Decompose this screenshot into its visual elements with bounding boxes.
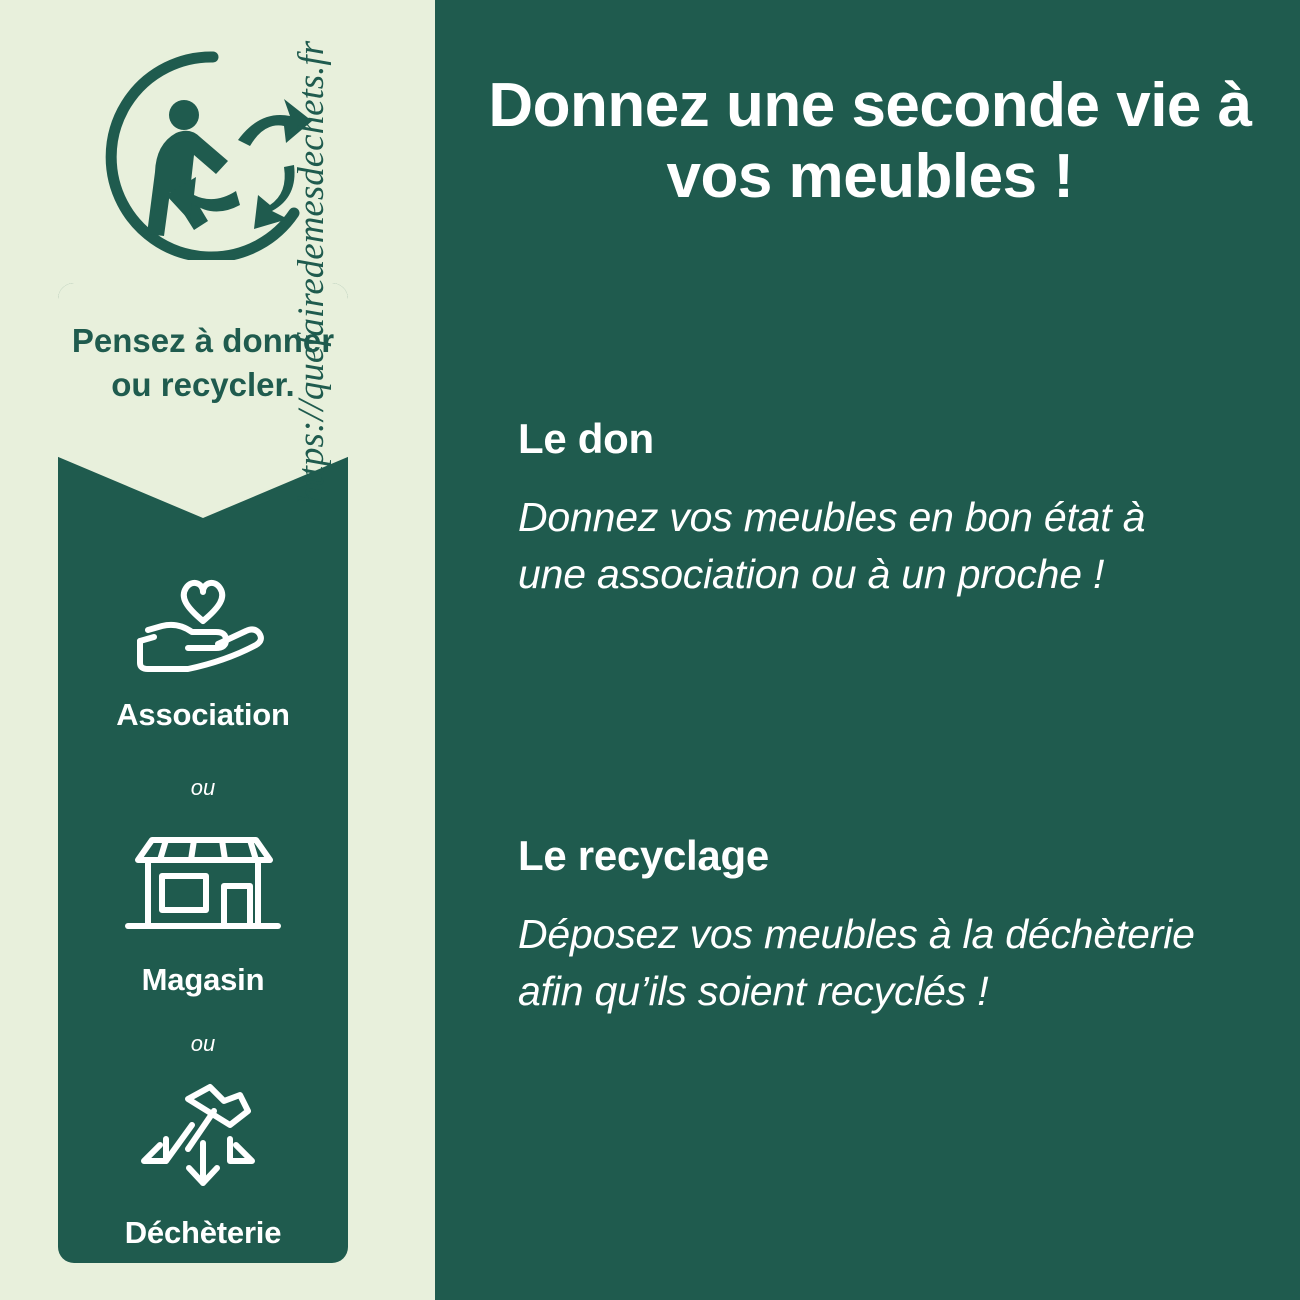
- website-url[interactable]: https://quefairedemesdechets.fr: [291, 40, 332, 505]
- left-panel: [0, 0, 435, 1300]
- step-label: Association: [116, 697, 290, 732]
- waste-drop-icon: [58, 1081, 348, 1201]
- section-title: Le recyclage: [518, 832, 769, 879]
- section-le-don: [518, 415, 1218, 602]
- hand-heart-icon: [58, 573, 348, 683]
- step-dechetterie: [58, 1081, 348, 1251]
- section-body: Donnez vos meubles en bon état à une association ou à un proche !: [518, 494, 1146, 597]
- section-title: Le don: [518, 415, 654, 462]
- separator-ou-1: ou: [190, 775, 216, 800]
- step-magasin: [58, 828, 348, 998]
- section-le-recyclage: [518, 832, 1218, 1019]
- step-label: Déchèterie: [124, 1215, 282, 1250]
- banner-text: Pensez à donner ou recycler.: [71, 322, 335, 403]
- page-title: Donnez une seconde vie à vos meubles !: [488, 71, 1252, 212]
- separator-ou-2: ou: [190, 1031, 216, 1056]
- shop-icon: [58, 828, 348, 948]
- section-body: Déposez vos meubles à la déchèterie afin qu’ils soient recyclés !: [518, 911, 1195, 1014]
- step-association: [58, 573, 348, 733]
- step-label: Magasin: [141, 962, 265, 997]
